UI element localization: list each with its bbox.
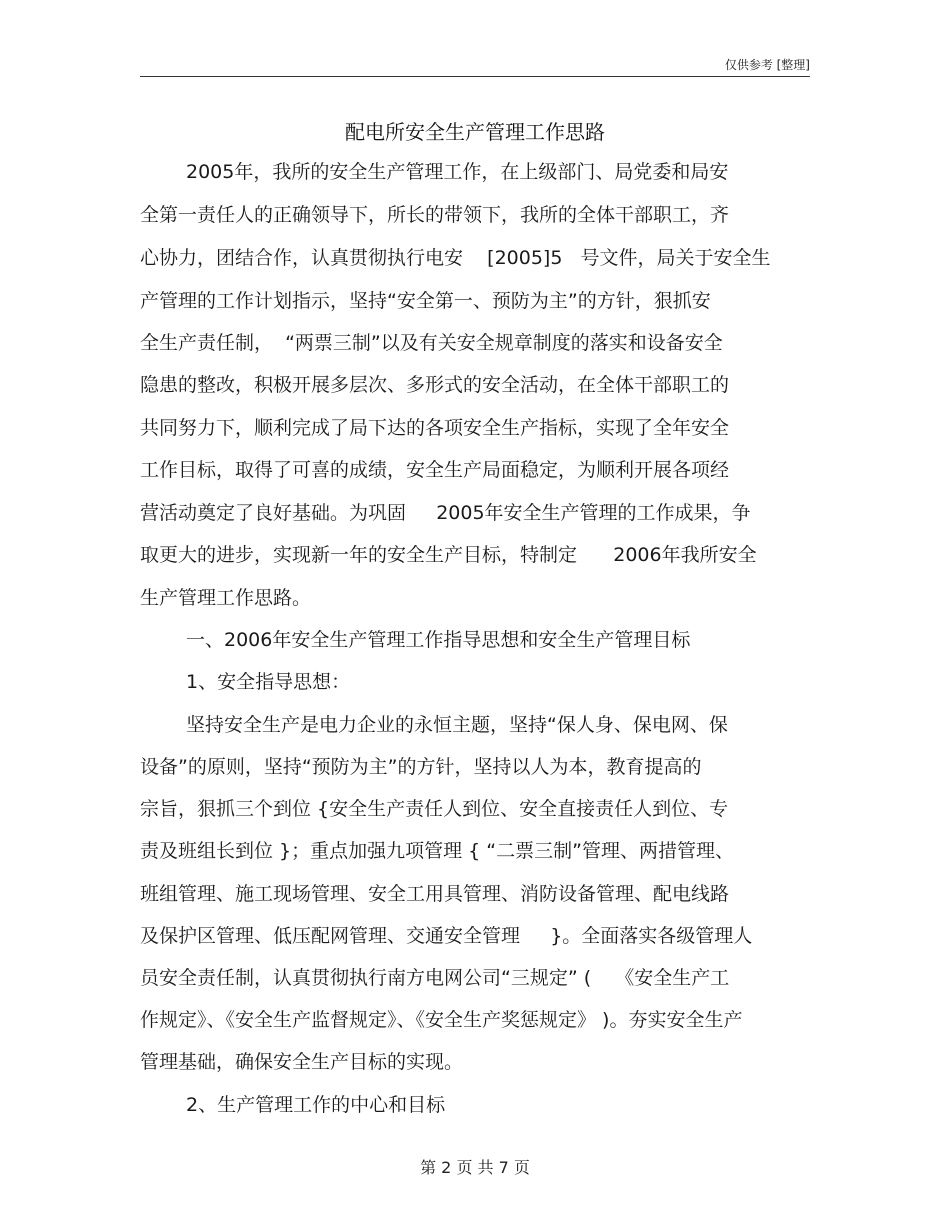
paragraph-line: 坚持安全生产是电力企业的永恒主题，坚持“保人身、保电网、保: [186, 714, 728, 736]
paragraph-line: 员安全责任制，认真贯彻执行南方电网公司“三规定” ( 《安全生产工: [140, 967, 730, 989]
paragraph-line: 共同努力下，顺利完成了局下达的各项安全生产指标，实现了全年安全: [140, 417, 730, 439]
paragraph-line: 作规定》、《安全生产监督规定》、《安全生产奖惩规定》 )。夯实安全生产: [140, 1009, 743, 1031]
paragraph-line: 设备”的原则，坚持“预防为主”的方针，坚持以人为本，教育提高的: [140, 756, 702, 778]
document-title: 配电所安全生产管理工作思路: [345, 120, 605, 144]
paragraph-line: 全第一责任人的正确领导下，所长的带领下，我所的全体干部职工，齐: [140, 204, 730, 226]
subsection-heading: 2、生产管理工作的中心和目标: [186, 1094, 446, 1116]
paragraph-line: 班组管理、施工现场管理、安全工用具管理、消防设备管理、配电线路: [140, 883, 730, 905]
subsection-heading: 1、安全指导思想：: [186, 671, 351, 693]
paragraph-line: 取更大的进步，实现新一年的安全生产目标，特制定 2006年我所安全: [140, 544, 757, 566]
paragraph-line: 管理基础，确保安全生产目标的实现。: [140, 1051, 464, 1073]
paragraph-line: 心协力，团结合作，认真贯彻执行电安 [2005]5 号文件，局关于安全生: [140, 247, 771, 269]
paragraph-line: 工作目标，取得了可喜的成绩，安全生产局面稳定，为顺利开展各项经: [140, 459, 730, 481]
paragraph-line: 产管理的工作计划指示，坚持“安全第一、预防为主”的方针，狠抓安: [140, 290, 711, 312]
paragraph-line: 营活动奠定了良好基础。为巩固 2005年安全生产管理的工作成果，争: [140, 502, 751, 524]
header-divider: [140, 76, 810, 77]
paragraph-line: 生产管理工作思路。: [140, 587, 312, 609]
paragraph-line: 责及班组长到位 }；重点加强九项管理 { “二票三制”管理、两措管理、: [140, 840, 734, 862]
page-number-footer: 第 2 页 共 7 页: [420, 1158, 530, 1177]
paragraph-line: 及保护区管理、低压配网管理、交通安全管理 }。全面落实各级管理人: [140, 925, 753, 947]
section-heading: 一、2006年安全生产管理工作指导思想和安全生产管理目标: [186, 629, 691, 651]
paragraph-line: 宗旨，狠抓三个到位 {安全生产责任人到位、安全直接责任人到位、专: [140, 798, 729, 820]
paragraph-line: 全生产责任制， “两票三制”以及有关安全规章制度的落实和设备安全: [140, 332, 723, 354]
paragraph-line: 隐患的整改，积极开展多层次、多形式的安全活动，在全体干部职工的: [140, 374, 730, 396]
paragraph-line: 2005年，我所的安全生产管理工作，在上级部门、局党委和局安: [186, 161, 729, 183]
header-note: 仅供参考 [整理]: [724, 58, 810, 72]
